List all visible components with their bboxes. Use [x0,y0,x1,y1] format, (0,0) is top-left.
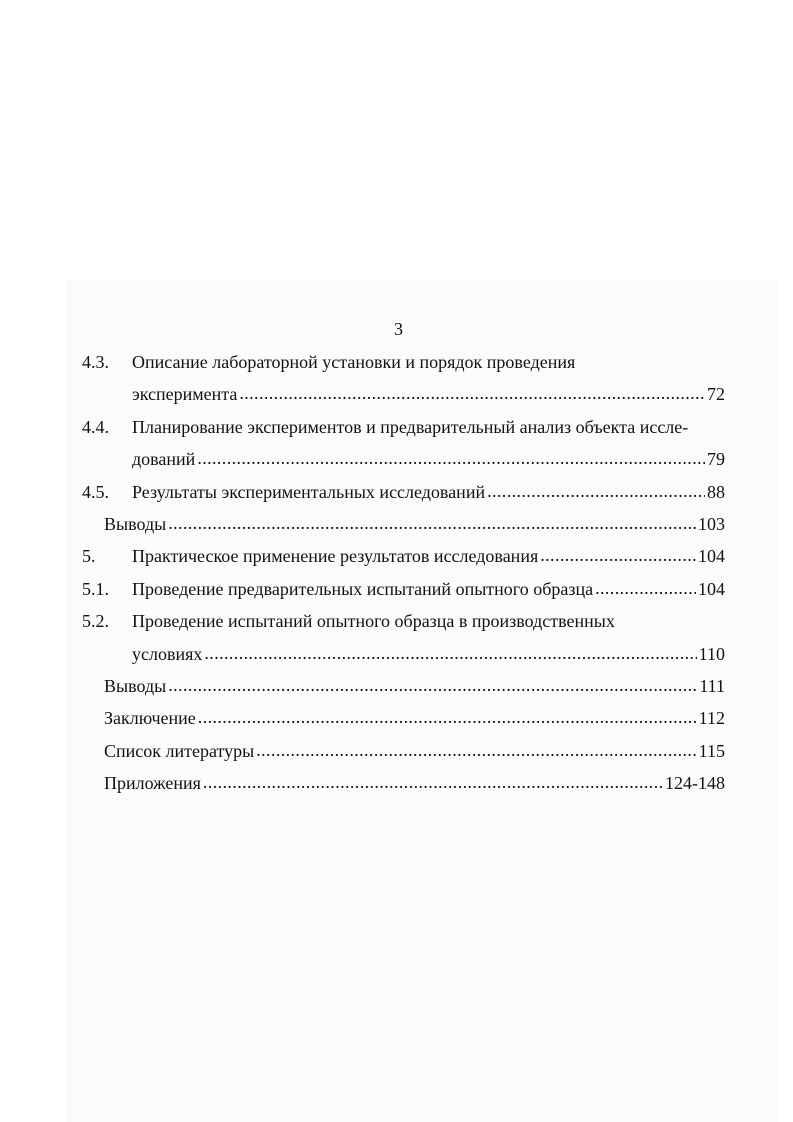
toc-entry-appendices [82,767,725,799]
toc-page: 104 [698,546,725,567]
toc-title: Выводы [104,513,167,534]
toc-title: Выводы [104,675,167,696]
leader-dots [239,377,705,409]
toc-entry-4-4 [82,411,725,443]
toc-title-continuation: эксперимента [132,384,238,405]
toc-entry-references [82,735,725,767]
toc-number: 4.5. [82,481,109,502]
toc-number: 4.4. [82,416,109,437]
leader-dots [198,701,697,733]
leader-dots [595,572,696,604]
toc-entry-5-2 [82,605,725,637]
toc-page: 103 [698,513,725,534]
leader-dots [487,475,705,507]
toc-entry-5-1 [82,573,725,605]
toc-title: Приложения [104,773,201,794]
toc-page: 124-148 [665,773,725,794]
toc-title: Практическое применение результатов исследования [132,546,539,567]
toc-entry-4-3-cont [82,378,725,410]
toc-page: 88 [707,481,725,502]
toc-entry-4-3 [82,346,725,378]
toc-entry-conclusions-4 [82,508,725,540]
leader-dots [256,734,696,766]
leader-dots [540,539,696,571]
toc-number: 4.3. [82,352,109,372]
toc-title: Проведение предварительных испытаний опытного образца [132,578,594,599]
leader-dots [204,637,696,669]
toc-entry-4-4-cont [82,443,725,475]
toc-title: Проведение испытаний опытного образца в производственных [132,611,615,632]
table-of-contents [82,346,725,799]
toc-title: Результаты экспериментальных исследований [132,481,486,502]
toc-entry-conclusion [82,702,725,734]
toc-page: 72 [707,384,725,405]
toc-title: Список литературы [104,740,255,761]
toc-page: 104 [698,578,725,599]
toc-title-continuation: дований [132,449,196,470]
leader-dots [203,766,663,798]
toc-title-continuation: условиях [132,643,203,664]
toc-page: 111 [699,675,725,696]
toc-entry-conclusions-5 [82,670,725,702]
leader-dots [168,669,697,701]
toc-entry-5 [82,540,725,572]
page-number: 3 [394,319,403,339]
toc-title: Планирование экспериментов и предварительный анализ объекта иссле- [132,416,689,437]
toc-page: 112 [698,708,725,729]
leader-dots [197,442,705,474]
toc-page: 115 [698,740,725,761]
toc-entry-5-2-cont [82,638,725,670]
toc-number: 5.1. [82,578,109,599]
toc-entry-4-5 [82,476,725,508]
toc-number: 5. [82,546,96,567]
toc-title: Заключение [104,708,196,729]
toc-title: Описание лабораторной установки и порядок проведения [132,352,576,372]
leader-dots [168,507,696,539]
toc-page: 79 [707,449,725,470]
toc-number: 5.2. [82,611,109,632]
toc-page: 110 [698,643,725,664]
